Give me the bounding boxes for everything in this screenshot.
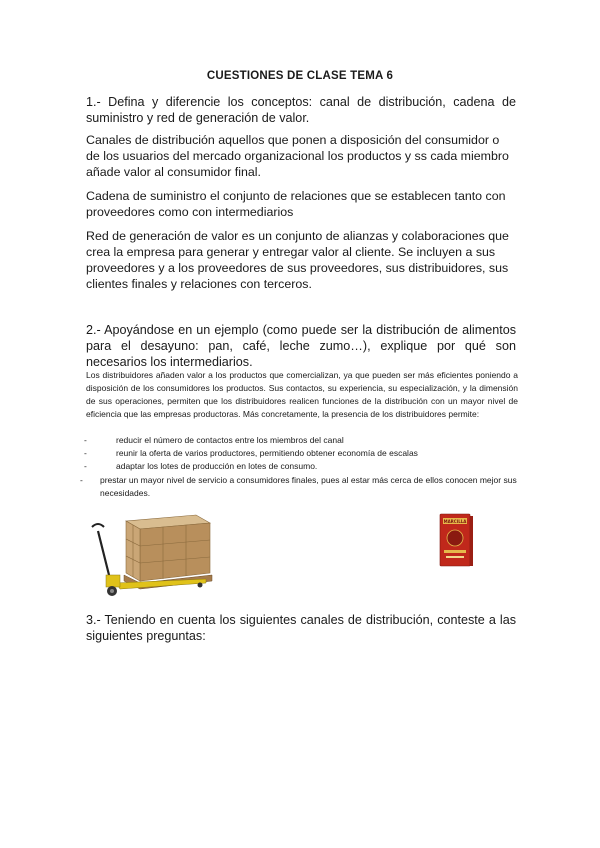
question-2: 2.- Apoyándose en un ejemplo (como puede ser la distribución de alimentos para el desayuno: pan, café, leche zumo…), explique por qué son necesarios los intermediarios. [86, 323, 516, 369]
page-title: CUESTIONES DE CLASE TEMA 6 [206, 70, 394, 82]
bullet-marker: - [84, 461, 87, 472]
list-item: - prestar un mayor nivel de servicio a consumidores finales, pues al estar más cerca de ellos conocen mejor sus necesidades. [80, 474, 517, 498]
answer-intermediarios-intro: Los distribuidores añaden valor a los productos que comercializan, ya que pueden ser más eficientes poniendo a disposición de los consumidores los productos. Sus contactos, su experiencia, su especialización, y la dimensión de sus operaciones, permiten que los distribuidores realicen funciones de la distribución con un mayor nivel de eficiencia que las empresas productoras. Más concretamente, la presencia de los distribuidores permite: [86, 370, 518, 419]
coffee-brand-label: MARCILLA [443, 519, 467, 524]
question-3: 3.- Teniendo en cuenta los siguientes canales de distribución, conteste a las siguientes preguntas: [86, 613, 516, 643]
list-item: - reducir el número de contactos entre los miembros del canal [80, 434, 520, 447]
bullet-marker: - [84, 448, 87, 459]
bullet-marker: - [80, 474, 83, 485]
answer-canales-distribucion: Canales de distribución aquellos que ponen a disposición del consumidor o de los usuarios del mercado organizacional los productos y ss cada miembro añade valor al consumidor final. [86, 133, 509, 179]
marcilla-coffee-package-image [438, 512, 474, 568]
list-item: - adaptar los lotes de producción en lotes de consumo. [80, 460, 520, 473]
benefits-list [80, 434, 520, 500]
bullet-marker: - [84, 435, 87, 445]
pallet-jack-with-boxes-image [86, 513, 216, 599]
question-1: 1.- Defina y diferencie los conceptos: canal de distribución, cadena de suministro y red de generación de valor. [86, 95, 516, 125]
list-item: - reunir la oferta de varios productores, permitiendo obtener economía de escalas [80, 447, 520, 460]
answer-cadena-suministro: Cadena de suministro el conjunto de relaciones que se establecen tanto con proveedores como con intermediarios [86, 189, 506, 219]
answer-red-valor: Red de generación de valor es un conjunto de alianzas y colaboraciones que crea la empresa para generar y entregar valor al cliente. Se incluyen a sus proveedores y a los proveedores de sus proveedores, sus distribuidores, sus clientes finales y relaciones con terceros. [86, 229, 509, 291]
